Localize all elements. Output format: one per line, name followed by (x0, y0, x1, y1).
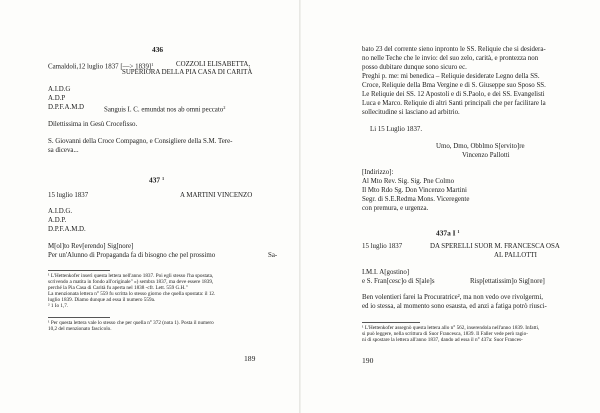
letter-436-body-line: S. Giovanni della Croce Compagno, e Consigliere della S.M. Tere- (48, 138, 233, 145)
letter-437a-recipient-line1: DA SPERELLI SUOR M. FRANCESCA OSA (430, 243, 560, 250)
letter-436-number: 436 (152, 45, 164, 54)
footnote-separator (48, 317, 110, 318)
address-line: con premura, e urgenza. (362, 205, 429, 212)
footnote-line: ² 1 Io 1,7. (48, 303, 69, 309)
address-line: Al Mto Rev. Sig. Sig. Pne Colmo (362, 178, 455, 185)
letter-437-salutation: M[ol]to Rev[erendo] Sig[nore] (48, 243, 134, 250)
continuation-line: Preghi p. me: mi benedica – Reliquie desiderate Legno della SS. (362, 73, 540, 80)
letter-437-recipient: A MARTINI VINCENZO (180, 192, 253, 199)
letter-436-recipient-line1: COZZOLI ELISABETTA, (176, 61, 251, 68)
closing-date: Li 15 Luglio 1837. (370, 126, 423, 133)
footnote-line: scrivendo a matita in fondo all'originale" «) sembra 1837, ma deve essere 1839, (48, 279, 214, 285)
footnote-line: ¹ L'Hettenkofer assegnò questa lettera allo n° 562, inserendola nell'anno 1839. Infatti, (362, 325, 540, 331)
continuation-line: bato 23 del corrente sieno inpronto le SS. Reliquie che si desidera- (362, 46, 546, 53)
continuation-line: no nelle Teche che le invio: del suo zelo, carità, e prontezza non (362, 55, 539, 62)
footnote-line: ni di spostare la lettera all'anno 1837, dando ad essa il n° 437a: Suor Frances- (362, 337, 523, 343)
letter-437-body-left: Per un'Alunno di Propaganda fa di bisogno che pel prossimo (48, 252, 216, 259)
signature-line1: Umo, Dmo, Obblmo S[ervito]re (436, 143, 525, 150)
footnote-line: si può leggere, nella scrittura di Suor Francesca, 1839. Il Faller vede però ragio- (362, 331, 528, 337)
letter-437-body-right: Sa- (268, 252, 278, 259)
letter-436-greeting: Dilettissima in Gesù Crocefisso. (48, 121, 138, 128)
letter-436-recipient-line2: SUPERIORA DELLA PIA CASA DI CARITÀ (122, 69, 253, 76)
page-number: 189 (244, 354, 256, 363)
page-gutter (299, 0, 301, 413)
footnote-line: ¹ L'Hettenkofer inserì questa lettera nell'anno 1837. Poi egli stesso l'ha spostata, (48, 273, 214, 279)
letter-437a-invocation-2: e S. Fran[cesc]o di S[ale]s (362, 278, 435, 285)
right-page (362, 0, 564, 413)
letter-436-invocation-1: A.I.D.G (48, 86, 71, 93)
letter-437a-number: 437a I $^1$ (436, 228, 460, 238)
letter-436-body-line: sa diceva... (48, 147, 79, 154)
letter-436-dpfamd: D.P.F.A.M.D (48, 104, 85, 111)
address-line: Il Mto Rdo Sg. Don Vincenzo Martini (362, 187, 467, 194)
letter-437-number: 437 $^1$ (149, 175, 165, 185)
continuation-line: sollecitudine si lasciano ad arbitrio. (362, 109, 460, 116)
letter-436-dpfamd-text: Sanguis I. C. emundat nos ab omni peccato$^2$ (104, 105, 226, 114)
footnote-line: ¹ Per questa lettera vale lo stesso che per quella n° 372 (nota 1). Posta il numero (48, 320, 214, 326)
letter-437-invocation-1: A.I.D.G. (48, 208, 73, 215)
continuation-line: Luca e Marco. Reliquie di altri Santi principali che per facilitare la (362, 100, 546, 107)
letter-437a-body-line: ed io stessa, al momento sono esausta, ed anzi a fatiga potrò riusci- (362, 303, 547, 310)
address-line: Segr. di S.E.Redma Mons. Viceregente (362, 196, 470, 203)
left-page (48, 0, 280, 413)
continuation-line: posso dubitare dunque sono sicuro ec. (362, 64, 467, 71)
letter-437a-salutation: Risp[ettatissim]o Sig[nore] (470, 278, 545, 285)
letter-436-invocation-2: A.D.P (48, 95, 66, 102)
footnote-line: luglio 1839. Diamo dunque ad essa il numero 559a. (48, 297, 156, 303)
footnote-line: perché la Pia Casa di Carità fu aperta nel 1838 -cfr. Lett. 559 G.H." (48, 285, 188, 291)
signature-line2: Vincenzo Pallotti (462, 152, 510, 159)
letter-437-date: 15 luglio 1837 (48, 192, 89, 199)
continuation-line: Le Reliquie dei SS. 12 Apostoli e di S.Paolo, e dei SS. Evangelisti (362, 91, 545, 98)
letter-436-dateline: Camaldoli,12 luglio 1837 [—> 1839]$^1$ (48, 62, 154, 71)
continuation-line: Croce, Reliquie della Bma Vergine e di S. Giuseppe suo Sposo SS. (362, 82, 546, 89)
letter-437-invocation-2: A.D.P. (48, 217, 67, 224)
footnote-separator (362, 322, 420, 323)
letter-437a-invocation-1: I.M.I. A[gostino] (362, 269, 410, 276)
letter-437a-date: 15 luglio 1837 (362, 243, 403, 250)
footnote-line: 10,2 del menzionato fascicolo. (48, 326, 112, 332)
page-number: 190 (362, 356, 374, 365)
letter-437a-body-line: Ben volentieri farei la Procuratrice², ma non vedo ove rivolgermi, (362, 294, 543, 301)
letter-437a-recipient-line2: AL PALLOTTI (494, 252, 537, 259)
footnote-line: La menzionata lettera n° 559 fu scritta lo stesso giorno che quella spostata: il 12. (48, 291, 216, 297)
address-line: [Indirizzo]: (362, 169, 394, 176)
letter-437-invocation-3: D.P.F.A.M.D. (48, 226, 86, 233)
footnote-separator (48, 270, 110, 271)
